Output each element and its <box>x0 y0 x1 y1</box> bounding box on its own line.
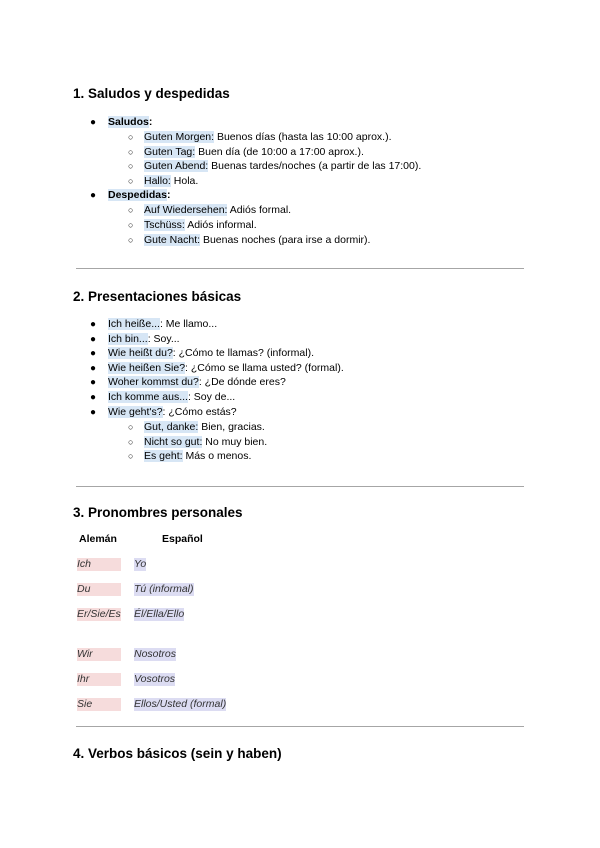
table-cell-de: Er/Sie/Es <box>77 608 121 620</box>
table-header-aleman: Alemán <box>79 533 117 545</box>
list-item: Gut, danke: Bien, gracias. <box>144 421 265 433</box>
section-heading-pronombres: 3. Pronombres personales <box>73 505 243 520</box>
table-cell-de: Du <box>77 583 121 596</box>
list-item: Es geht: Más o menos. <box>144 450 252 462</box>
table-cell-es: Nosotros <box>134 648 177 660</box>
list-item: Hallo: Hola. <box>144 175 199 187</box>
bullet-icon: ● <box>90 407 97 418</box>
list-item: Wie heißen Sie?: ¿Cómo se llama usted? (formal). <box>108 362 344 374</box>
list-item: Guten Morgen: Buenos días (hasta las 10:00 aprox.). <box>144 131 392 143</box>
table-cell-de: Sie <box>77 698 121 711</box>
circle-bullet-icon: ○ <box>128 205 134 215</box>
section-heading-presentaciones: 2. Presentaciones básicas <box>73 289 242 304</box>
list-item: Wie heißt du?: ¿Cómo te llamas? (informal). <box>108 347 314 359</box>
horizontal-rule <box>76 726 524 727</box>
table-cell-de: Ich <box>77 558 121 571</box>
list-item: Ich heiße...: Me llamo... <box>108 318 218 330</box>
circle-bullet-icon: ○ <box>128 132 134 142</box>
bullet-icon: ● <box>90 190 97 201</box>
list-item: Nicht so gut: No muy bien. <box>144 436 268 448</box>
list-item: Auf Wiedersehen: Adiós formal. <box>144 204 292 216</box>
list-item: Guten Abend: Buenas tardes/noches (a partir de las 17:00). <box>144 160 422 172</box>
list-item: Guten Tag: Buen día (de 10:00 a 17:00 aprox.). <box>144 146 364 158</box>
circle-bullet-icon: ○ <box>128 451 134 461</box>
list-item: Gute Nacht: Buenas noches (para irse a dormir). <box>144 234 371 246</box>
circle-bullet-icon: ○ <box>128 220 134 230</box>
circle-bullet-icon: ○ <box>128 161 134 171</box>
list-item: Woher kommst du?: ¿De dónde eres? <box>108 376 286 388</box>
table-cell-de: Ihr <box>77 673 121 686</box>
table-cell-es: Ellos/Usted (formal) <box>134 698 227 710</box>
circle-bullet-icon: ○ <box>128 437 134 447</box>
horizontal-rule <box>76 486 524 487</box>
section-heading-verbos: 4. Verbos básicos (sein y haben) <box>73 746 282 761</box>
table-cell-es: Tú (informal) <box>134 583 194 595</box>
circle-bullet-icon: ○ <box>128 235 134 245</box>
circle-bullet-icon: ○ <box>128 147 134 157</box>
bullet-icon: ● <box>90 334 97 345</box>
section-heading-saludos: 1. Saludos y despedidas <box>73 86 230 101</box>
bullet-icon: ● <box>90 377 97 388</box>
horizontal-rule <box>76 268 524 269</box>
list-item-despedidas: Despedidas: <box>108 189 171 201</box>
bullet-icon: ● <box>90 117 97 128</box>
table-header-espanol: Español <box>162 533 203 545</box>
bullet-icon: ● <box>90 348 97 359</box>
circle-bullet-icon: ○ <box>128 176 134 186</box>
table-cell-es: Yo <box>134 558 147 570</box>
list-item: Ich bin...: Soy... <box>108 333 180 345</box>
bullet-icon: ● <box>90 392 97 403</box>
table-cell-es: Vosotros <box>134 673 176 685</box>
table-cell-de: Wir <box>77 648 121 661</box>
list-item-saludos: Saludos: <box>108 116 153 128</box>
circle-bullet-icon: ○ <box>128 422 134 432</box>
list-item: Tschüss: Adiós informal. <box>144 219 257 231</box>
table-cell-es: Él/Ella/Ello <box>134 608 185 620</box>
list-item: Wie geht's?: ¿Cómo estás? <box>108 406 237 418</box>
bullet-icon: ● <box>90 363 97 374</box>
bullet-icon: ● <box>90 319 97 330</box>
list-item: Ich komme aus...: Soy de... <box>108 391 236 403</box>
